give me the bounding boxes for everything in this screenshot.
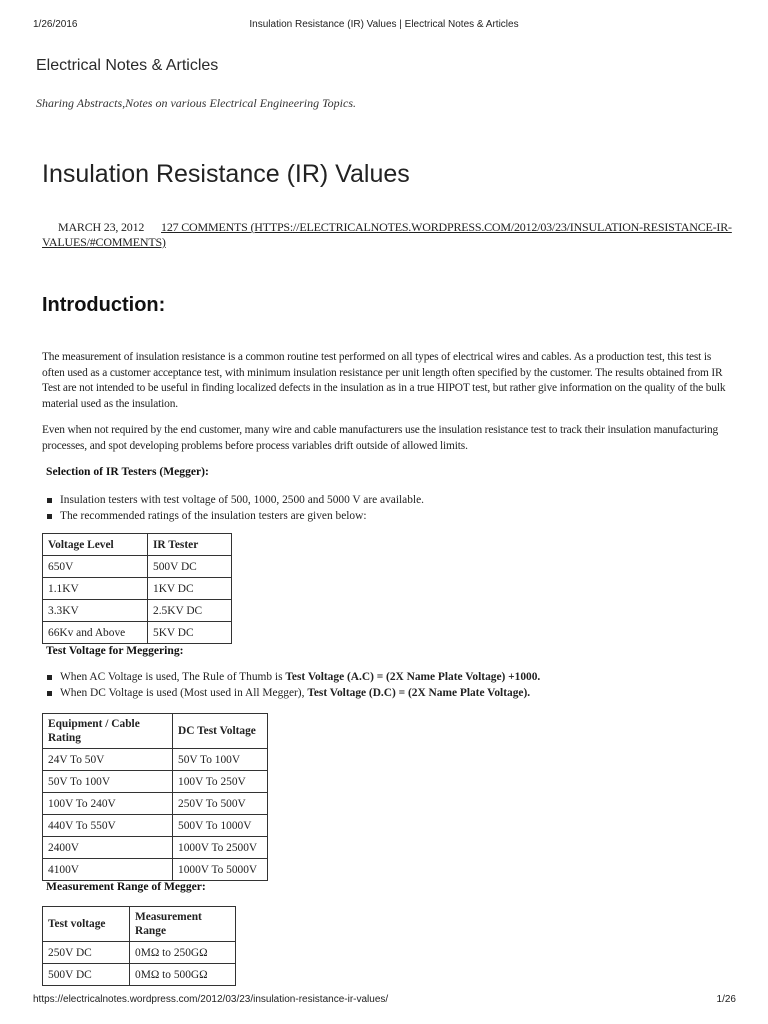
table-cell: 1000V To 5000V — [173, 859, 268, 881]
table-cell: 1.1KV — [43, 578, 148, 600]
table-header-cell: Measurement Range — [130, 907, 236, 942]
comments-link[interactable]: 127 COMMENTS (HTTPS://ELECTRICALNOTES.WORDPRESS.COM/2012/03/23/INSULATION-RESISTANCE-IR-VALUES/#COMMENTS) — [42, 220, 732, 249]
table-row — [43, 749, 268, 771]
list-item-bold-text: Test Voltage (A.C) = (2X Name Plate Voltage) +1000. — [285, 671, 541, 683]
table-header-row — [43, 907, 236, 942]
table-cell: 250V DC — [43, 942, 130, 964]
list-item-text: When AC Voltage is used, The Rule of Thumb is — [60, 671, 286, 683]
table-cell: 250V To 500V — [173, 793, 268, 815]
table-row — [43, 793, 268, 815]
table-row — [43, 600, 232, 622]
bullet-square-icon — [47, 675, 52, 680]
table-row — [43, 578, 232, 600]
list-item — [46, 685, 746, 701]
table-cell: 2.5KV DC — [148, 600, 232, 622]
table-cell: 0MΩ to 500GΩ — [130, 964, 236, 986]
bullet-square-icon — [47, 691, 52, 696]
list-item — [46, 669, 746, 685]
list-item-bold-text: Test Voltage (D.C) = (2X Name Plate Voltage). — [307, 687, 531, 699]
table-row — [43, 837, 268, 859]
table-cell: 100V To 250V — [173, 771, 268, 793]
post-meta — [42, 220, 732, 250]
table-header-row — [43, 714, 268, 749]
table-row — [43, 622, 232, 644]
table-cell: 24V To 50V — [43, 749, 173, 771]
table-cell: 0MΩ to 250GΩ — [130, 942, 236, 964]
intro-paragraph-2: Even when not required by the end customer, many wire and cable manufacturers use the insulation resistance test to track their insulation manufacturing processes, and spot developing problems before process variables drift outside of allowed limits. — [42, 424, 719, 452]
site-title[interactable]: Electrical Notes & Articles — [36, 57, 219, 74]
ir-tester-table — [42, 533, 232, 644]
bullet-square-icon — [47, 514, 52, 519]
table-header-cell: Equipment / Cable Rating — [43, 714, 173, 749]
table-cell: 500V DC — [148, 556, 232, 578]
table-row — [43, 859, 268, 881]
introduction-heading: Introduction: — [42, 294, 166, 316]
table-cell: 440V To 550V — [43, 815, 173, 837]
table-cell: 100V To 240V — [43, 793, 173, 815]
table-cell: 66Kv and Above — [43, 622, 148, 644]
post-date: MARCH 23, 2012 — [58, 220, 145, 234]
table-header-cell: Voltage Level — [43, 534, 148, 556]
table-row — [43, 556, 232, 578]
post-title: Insulation Resistance (IR) Values — [42, 160, 410, 188]
print-footer-url: https://electricalnotes.wordpress.com/2012/03/23/insulation-resistance-ir-values/ — [33, 994, 389, 1005]
list-item-text: Insulation testers with test voltage of 500, 1000, 2500 and 5000 V are available. — [60, 494, 425, 506]
table-cell: 1000V To 2500V — [173, 837, 268, 859]
table-cell: 1KV DC — [148, 578, 232, 600]
table-cell: 500V To 1000V — [173, 815, 268, 837]
table-cell: 50V To 100V — [173, 749, 268, 771]
measurement-range-heading: Measurement Range of Megger: — [46, 880, 206, 893]
table-cell: 650V — [43, 556, 148, 578]
table-header-row — [43, 534, 232, 556]
print-header-title: Insulation Resistance (IR) Values | Electrical Notes & Articles — [249, 19, 519, 30]
list-item-text: The recommended ratings of the insulation testers are given below: — [60, 510, 367, 522]
selection-heading: Selection of IR Testers (Megger): — [46, 465, 209, 478]
print-footer-page-number: 1/26 — [716, 994, 736, 1005]
table-cell: 4100V — [43, 859, 173, 881]
print-header-date: 1/26/2016 — [33, 19, 78, 30]
table-header-cell: DC Test Voltage — [173, 714, 268, 749]
measurement-range-table — [42, 906, 236, 986]
selection-list — [46, 492, 746, 524]
table-cell: 50V To 100V — [43, 771, 173, 793]
dc-test-voltage-table — [42, 713, 268, 881]
test-voltage-heading: Test Voltage for Meggering: — [46, 644, 184, 657]
table-cell: 500V DC — [43, 964, 130, 986]
table-header-cell: IR Tester — [148, 534, 232, 556]
list-item-text: When DC Voltage is used (Most used in All Megger), — [60, 687, 308, 699]
table-row — [43, 771, 268, 793]
site-description: Sharing Abstracts,Notes on various Electrical Engineering Topics. — [36, 96, 356, 110]
table-cell: 2400V — [43, 837, 173, 859]
table-cell: 3.3KV — [43, 600, 148, 622]
table-row — [43, 942, 236, 964]
list-item — [46, 492, 746, 508]
table-row — [43, 964, 236, 986]
table-row — [43, 815, 268, 837]
intro-paragraph-1: The measurement of insulation resistance is a common routine test performed on all types of electrical wires and cables. As a production test, this test is often used as a customer acceptance test, with minimum insulation resistance per unit length often specified by the customer. The results obtained from IR Test are not intended to be useful in finding localized defects in the insulation as in a true HIPOT test, but rather give information on the quality of the bulk material used as the insulation. — [42, 351, 726, 410]
bullet-square-icon — [47, 498, 52, 503]
table-header-cell: Test voltage — [43, 907, 130, 942]
test-voltage-list — [46, 669, 746, 701]
list-item — [46, 508, 746, 524]
table-cell: 5KV DC — [148, 622, 232, 644]
